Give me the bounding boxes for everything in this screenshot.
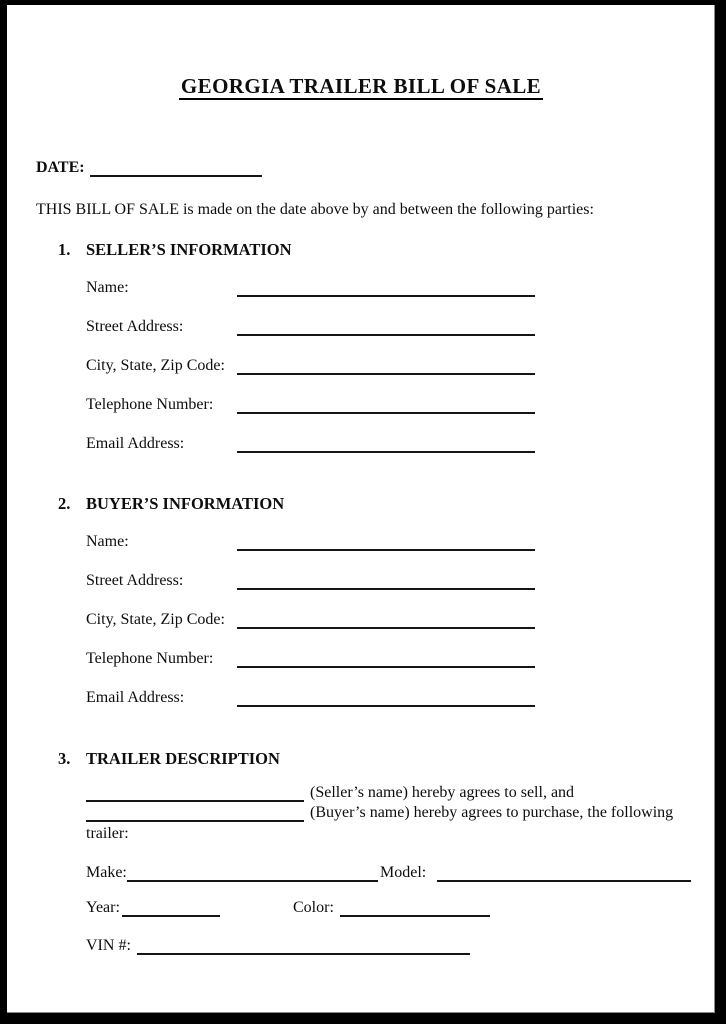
field-label: Email Address: (86, 689, 185, 706)
form-field-row (86, 316, 535, 336)
seller-street-address-input-line[interactable] (237, 334, 535, 336)
form-field-row (86, 394, 535, 414)
section-header-seller (58, 240, 292, 259)
buyer-telephone-input-line[interactable] (237, 666, 535, 668)
section-number: 1. (58, 240, 71, 259)
buyer-street-address-input-line[interactable] (237, 588, 535, 590)
seller-email-input-line[interactable] (237, 451, 535, 453)
page-title: GEORGIA TRAILER BILL OF SALE (180, 74, 542, 98)
field-label: Telephone Number: (86, 650, 214, 667)
make-model-row (86, 862, 691, 882)
buyer-name-blank-line[interactable] (86, 820, 304, 822)
field-label: Street Address: (86, 318, 184, 335)
form-field-row (86, 531, 535, 551)
date-row (36, 157, 262, 177)
section-title: TRAILER DESCRIPTION (86, 749, 280, 768)
section-number: 2. (58, 494, 71, 513)
field-label: City, State, Zip Code: (86, 357, 225, 374)
agreement-trailer-word: trailer: (86, 825, 129, 842)
make-input-line[interactable] (127, 880, 378, 882)
vin-input-line[interactable] (137, 953, 470, 955)
field-label: Telephone Number: (86, 396, 214, 413)
seller-name-input-line[interactable] (237, 295, 535, 297)
date-label: DATE: (36, 159, 85, 176)
color-input-line[interactable] (340, 915, 490, 917)
form-field-row (86, 687, 535, 707)
date-input-line[interactable] (90, 175, 262, 177)
form-field-row (86, 277, 535, 297)
intro-text: THIS BILL OF SALE is made on the date above by and between the following parties: (36, 201, 594, 218)
model-input-line[interactable] (437, 880, 691, 882)
buyer-email-input-line[interactable] (237, 705, 535, 707)
form-field-row (86, 433, 535, 453)
agreement-seller-text: (Seller’s name) hereby agrees to sell, and (310, 784, 575, 801)
field-label: City, State, Zip Code: (86, 611, 225, 628)
form-field-row (86, 570, 535, 590)
form-field-row (86, 355, 535, 375)
field-label: Name: (86, 279, 129, 296)
buyer-name-input-line[interactable] (237, 549, 535, 551)
model-label: Model: (380, 864, 427, 881)
section-header-buyer (58, 494, 284, 513)
section-title: SELLER’S INFORMATION (86, 240, 292, 259)
year-color-row (86, 897, 490, 917)
seller-telephone-input-line[interactable] (237, 412, 535, 414)
agreement-buyer-text: (Buyer’s name) hereby agrees to purchase, the following (310, 804, 674, 821)
form-field-row (86, 648, 535, 668)
section-number: 3. (58, 749, 71, 768)
make-label: Make: (86, 864, 127, 881)
field-label: Email Address: (86, 435, 185, 452)
title-wrap (7, 75, 715, 100)
vin-label: VIN #: (86, 937, 131, 954)
year-input-line[interactable] (122, 915, 220, 917)
buyer-city-state-zip-input-line[interactable] (237, 627, 535, 629)
agreement-seller-row (86, 782, 574, 802)
field-label: Name: (86, 533, 129, 550)
form-field-row (86, 609, 535, 629)
color-label: Color: (293, 899, 334, 916)
agreement-buyer-row (86, 802, 673, 822)
vin-row (86, 935, 470, 955)
section-title: BUYER’S INFORMATION (86, 494, 285, 513)
field-label: Street Address: (86, 572, 184, 589)
seller-city-state-zip-input-line[interactable] (237, 373, 535, 375)
section-header-trailer (58, 749, 280, 768)
year-label: Year: (86, 899, 120, 916)
